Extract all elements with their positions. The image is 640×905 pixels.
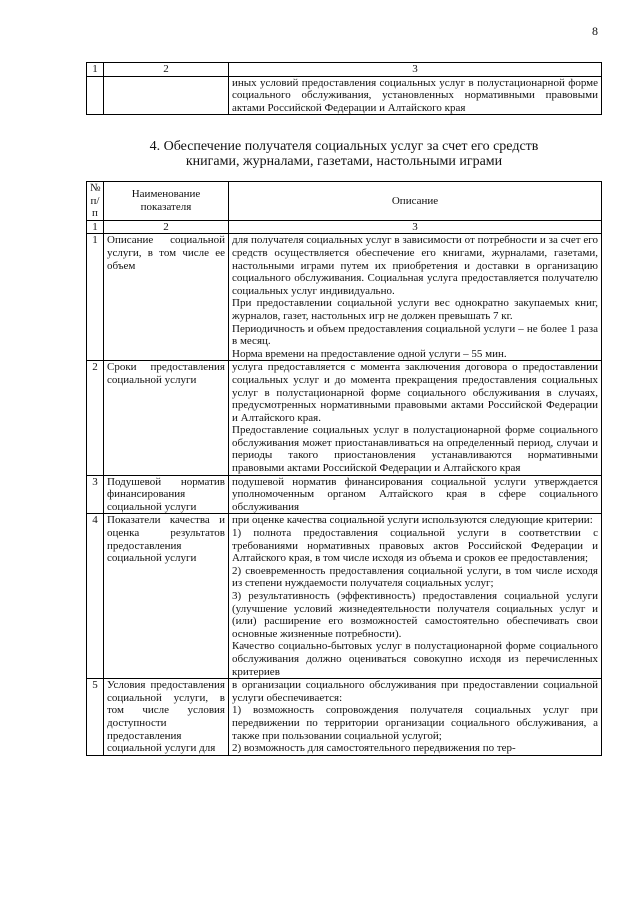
row-number: 5 bbox=[87, 679, 104, 756]
description-paragraph: 1) возможность сопровождения получателя социальных услуг при передвижении по территории организации социального обслуживания, а также при пользовании социальной услугой; bbox=[232, 704, 598, 742]
index-cell-2: 2 bbox=[104, 63, 229, 77]
description-paragraph: При предоставлении социальной услуги вес однократно закупаемых книг, журналов, газет, настольных игр не должен превышать 7 кг. bbox=[232, 297, 598, 322]
description-paragraph: для получателя социальных услуг в зависимости от потребности и за счет его средств осуществляется обеспечение его книгами, журналами, газетами, настольными играми путем их приобретения и доставки в организацию социального обслуживания. Социальная услуга предоставляется получателю социальных услуг индивидуально. bbox=[232, 234, 598, 297]
indicator-name: Условия предоставления социальной услуги, в том числе условия доступности предоставления социальной услуги для bbox=[104, 679, 229, 756]
section-title bbox=[86, 139, 602, 169]
description-cell bbox=[229, 475, 602, 514]
section-title-line-1: 4. Обеспечение получателя социальных услуг за счет его средств bbox=[149, 139, 539, 154]
table-row bbox=[87, 475, 602, 514]
index-cell-1: 1 bbox=[87, 220, 104, 234]
row-number: 1 bbox=[87, 234, 104, 361]
header-desc: Описание bbox=[229, 182, 602, 221]
continuation-text: иных условий предоставления социальных услуг в полустационарной форме социального обслуживания, установленных нормативными правовыми актами Российской Федерации и Алтайского края bbox=[229, 76, 602, 115]
index-cell-3: 3 bbox=[229, 63, 602, 77]
table-row bbox=[87, 679, 602, 756]
indicator-name: Описание социальной услуги, в том числе ее объем bbox=[104, 234, 229, 361]
description-paragraph: подушевой норматив финансирования социальной услуги утверждается уполномоченным органом Алтайского края в сфере социального обслуживания bbox=[232, 475, 598, 513]
index-cell-2: 2 bbox=[104, 220, 229, 234]
section-title-line-2: книгами, журналами, газетами, настольными играми bbox=[185, 154, 503, 169]
row-number: 2 bbox=[87, 361, 104, 475]
description-paragraph: 2) возможность для самостоятельного передвижения по тер- bbox=[232, 742, 516, 755]
index-cell-3: 3 bbox=[229, 220, 602, 234]
row-number: 4 bbox=[87, 514, 104, 679]
table-row bbox=[87, 361, 602, 475]
description-paragraph: Периодичность и объем предоставления социальной услуги – не более 1 раза в месяц. bbox=[232, 322, 598, 348]
table-row bbox=[87, 234, 602, 361]
column-index-row bbox=[87, 63, 602, 77]
description-paragraph: Норма времени на предоставление одной услуги – 55 мин. bbox=[232, 347, 507, 360]
service-table bbox=[86, 181, 602, 756]
description-cell bbox=[229, 361, 602, 475]
description-paragraph: при оценке качества социальной услуги используются следующие критерии: bbox=[232, 514, 593, 527]
description-paragraph: 1) полнота предоставления социальной услуги в соответствии с требованиями нормативных правовых актов Российской Федерации и Алтайского края, в том числе исходя из объема и сроков ее предоставления; bbox=[232, 527, 598, 565]
table-header-row bbox=[87, 182, 602, 221]
table-row bbox=[87, 514, 602, 679]
description-paragraph: 3) результативность (эффективность) предоставления социальной услуги (улучшение условий жизнедеятельности получателя социальных услуг и (или) расширение его возможностей самостоятельно обеспечивать свои основные жизненные потребности). bbox=[232, 590, 598, 640]
description-cell bbox=[229, 514, 602, 679]
description-cell bbox=[229, 679, 602, 756]
indicator-name: Показатели качества и оценка результатов предоставления социальной услуги bbox=[104, 514, 229, 679]
description-paragraph: услуга предоставляется с момента заключения договора о предоставлении социальных услуг и до момента прекращения предоставления социальных услуг в полустационарной форме социального обслуживания в случаях, предусмотренных нормативными правовыми актами Российской Федерации и Алтайского края. bbox=[232, 361, 598, 424]
description-paragraph: в организации социального обслуживания при предоставлении социальной услуги обеспечивается: bbox=[232, 679, 598, 704]
page-number: 8 bbox=[592, 24, 598, 38]
description-paragraph: 2) своевременность предоставления социальной услуги, в том числе исходя из степени нуждаемости получателя социальных услуг; bbox=[232, 564, 598, 590]
table-row bbox=[87, 76, 602, 115]
header-num: № п/п bbox=[87, 182, 104, 221]
indicator-name: Сроки предоставления социальной услуги bbox=[104, 361, 229, 475]
continuation-table bbox=[86, 62, 602, 115]
description-paragraph: Качество социально-бытовых услуг в полустационарной форме социального обслуживания должно оцениваться совокупно исходя из перечисленных критериев bbox=[232, 640, 598, 678]
row-number: 3 bbox=[87, 475, 104, 514]
index-cell-1: 1 bbox=[87, 63, 104, 77]
description-cell bbox=[229, 234, 602, 361]
header-name: Наименование показателя bbox=[104, 182, 229, 221]
description-paragraph: Предоставление социальных услуг в полустационарной форме социального обслуживания может приостанавливаться на определенный период, случаи и периоды такого приостановления устанавливаются нормативными правовыми актами Российской Федерации и Алтайского края bbox=[232, 424, 598, 475]
indicator-name: Подушевой норматив финансирования социальной услуги bbox=[104, 475, 229, 514]
column-index-row bbox=[87, 220, 602, 234]
